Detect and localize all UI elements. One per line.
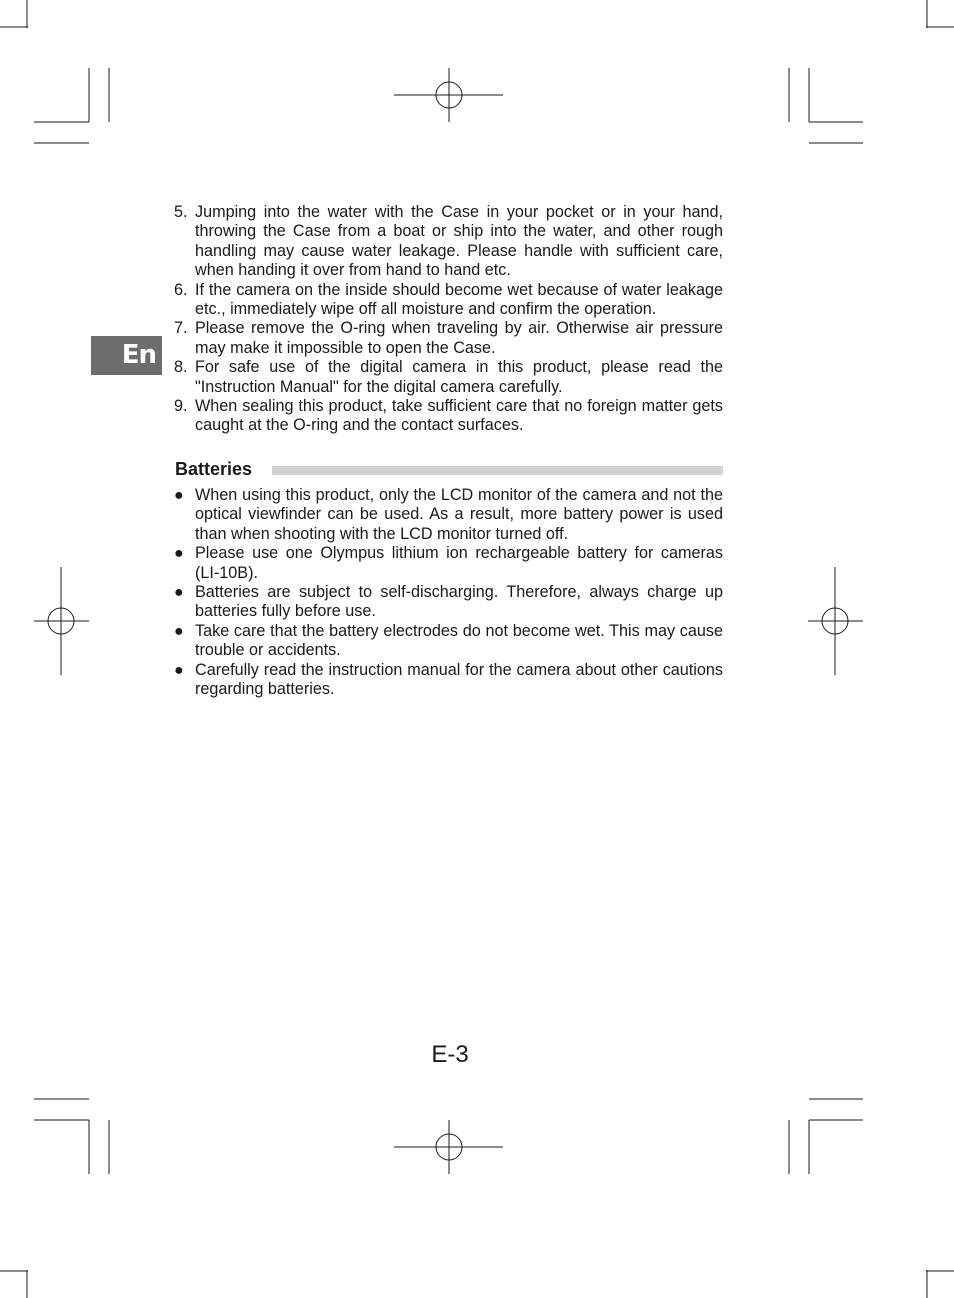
item-text: If the camera on the inside should become wet because of water leakage etc., immediately wipe off all moisture and confirm the operation. [195, 280, 723, 319]
bullet-item [174, 486, 723, 544]
list-item [174, 358, 723, 397]
item-number: 9. [174, 397, 188, 416]
item-number: 6. [174, 280, 188, 299]
item-text: For safe use of the digital camera in this product, please read the "Instruction Manual" for the digital camera carefully. [195, 358, 723, 396]
trim-marks-top-right [789, 68, 863, 143]
section-title: Batteries [175, 455, 260, 483]
bullet-icon: ● [174, 622, 184, 640]
list-item [174, 203, 723, 281]
bullet-icon: ● [174, 545, 184, 563]
registration-mark-bottom [394, 1120, 503, 1174]
batteries-list [174, 486, 723, 699]
item-number: 5. [174, 203, 188, 221]
bullet-text: Carefully read the instruction manual for the camera about other cautions regarding batteries. [195, 660, 723, 698]
item-text: Please remove the O-ring when traveling by air. Otherwise air pressure may make it impossible to open the Case. [195, 319, 723, 357]
page-content [174, 203, 723, 699]
list-item [174, 319, 723, 358]
bullet-text: Take care that the battery electrodes do not become wet. This may cause trouble or accidents. [195, 621, 723, 660]
bullet-icon: ● [174, 583, 184, 601]
bullet-text: Batteries are subject to self-discharging. Therefore, always charge up batteries fully before use. [195, 582, 723, 621]
item-text: Jumping into the water with the Case in your pocket or in your hand, throwing the Case from a boat or ship into the water, and other rough handling may cause water leakage. Please handle with sufficient care, when handing it over from hand to hand etc. [195, 203, 723, 280]
bullet-text: When using this product, only the LCD monitor of the camera and not the optical viewfinder can be used. As a result, more battery power is used than when shooting with the LCD monitor turned off. [195, 485, 723, 543]
bullet-item [174, 622, 723, 661]
section-rule [272, 466, 723, 475]
trim-marks-bottom-left [34, 1099, 109, 1174]
item-number: 7. [174, 319, 188, 338]
registration-mark-right [808, 567, 863, 675]
bullet-item [174, 544, 723, 583]
registration-mark-top [394, 68, 503, 122]
language-tab: En [91, 336, 162, 375]
bullet-item [174, 661, 723, 700]
item-text: When sealing this product, take sufficient care that no foreign matter gets caught at the O-ring and the contact surfaces. [195, 397, 723, 435]
trim-marks-top-left [34, 68, 109, 143]
bullet-text: Please use one Olympus lithium ion rechargeable battery for cameras (LI-10B). [195, 544, 723, 582]
bullet-icon: ● [174, 486, 184, 504]
registration-mark-left [34, 567, 89, 675]
page-number: E-3 [431, 1041, 469, 1068]
bullet-icon: ● [174, 661, 184, 679]
item-number: 8. [174, 358, 188, 377]
numbered-list [174, 203, 723, 436]
batteries-section-header [174, 455, 723, 483]
list-item [174, 397, 723, 436]
bullet-item [174, 583, 723, 622]
list-item [174, 281, 723, 320]
trim-marks-bottom-right [789, 1099, 863, 1174]
